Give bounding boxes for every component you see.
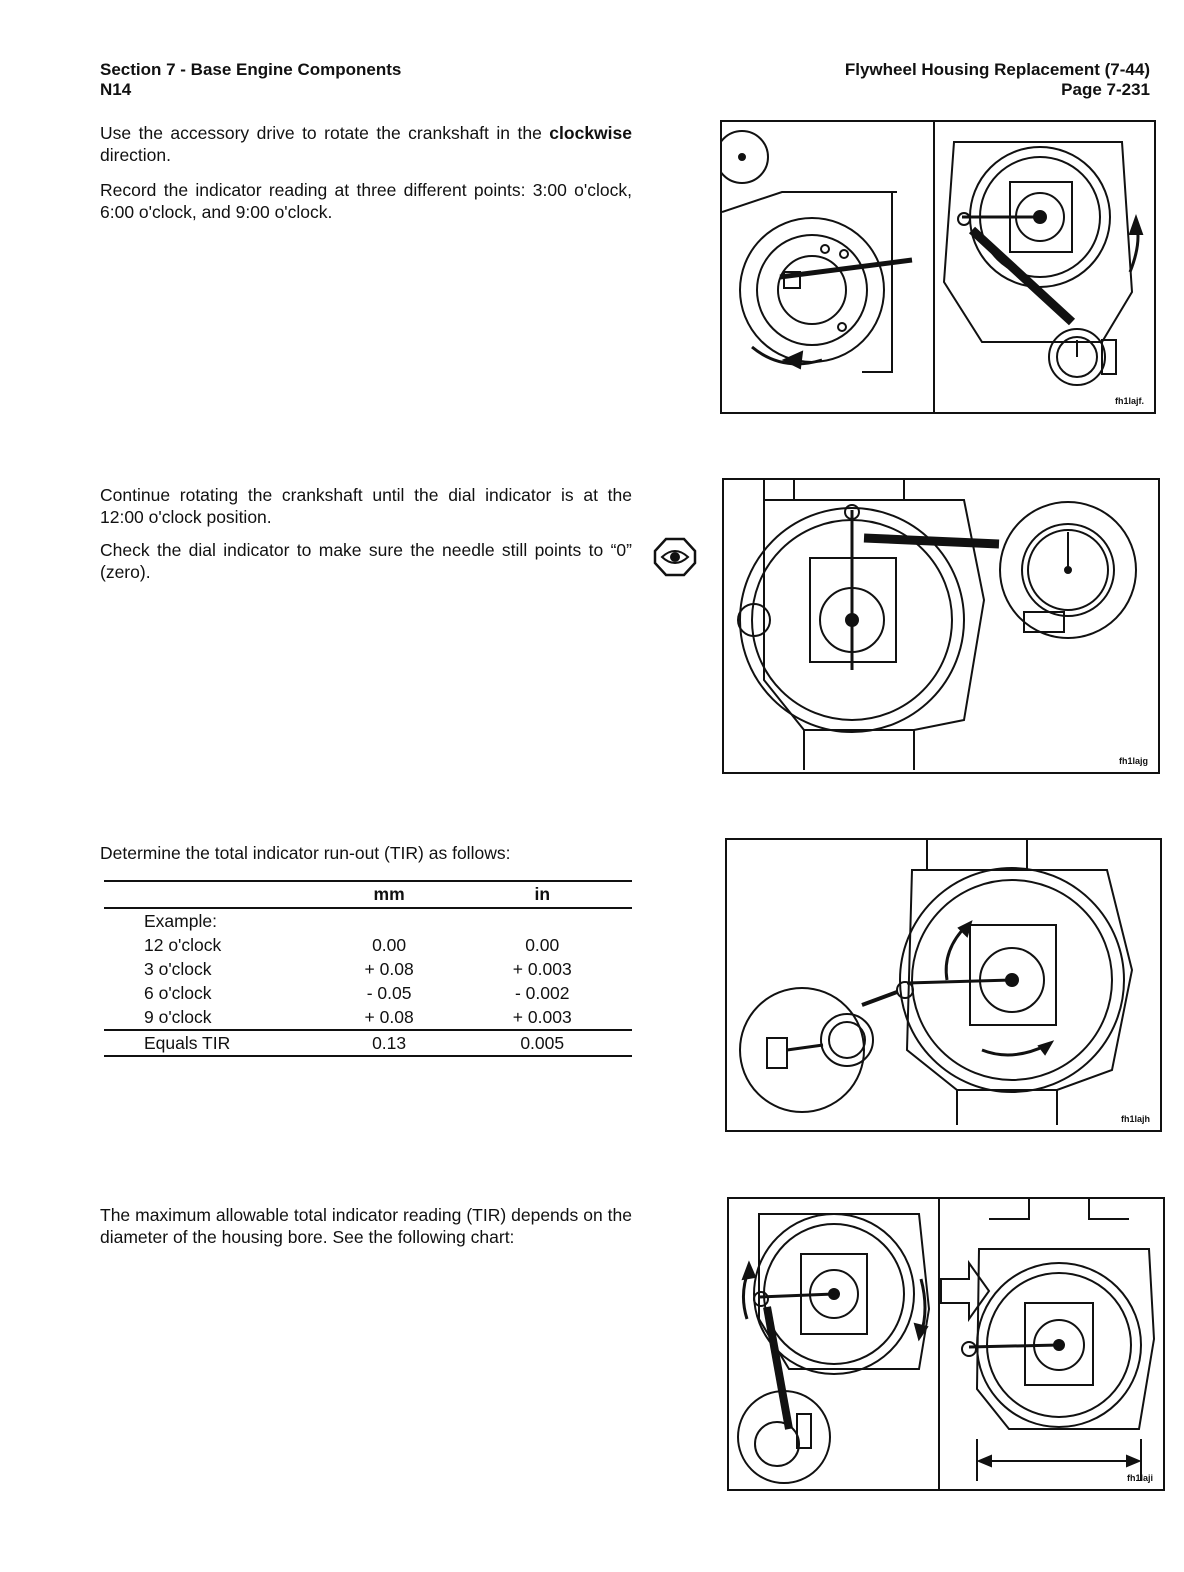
total-mm: 0.13 — [326, 1030, 453, 1056]
table-header-blank — [104, 881, 326, 908]
tir-example-table — [104, 880, 632, 1057]
row-mm: 0.00 — [372, 935, 407, 955]
figure-tir-readings-drawing — [727, 840, 1160, 1130]
table-header-in: in — [452, 881, 632, 908]
row-mm: + 0.08 — [364, 959, 414, 979]
figure-code-1: fh1lajf. — [1114, 396, 1144, 406]
step3-paragraph1: Determine the total indicator run-out (TIR) as follows: — [100, 843, 511, 863]
figure-code-2: fh1lajg — [1118, 756, 1148, 766]
eye-inspection-icon — [653, 537, 697, 577]
table-row — [104, 981, 632, 1005]
row-mm: + 0.08 — [364, 1007, 414, 1027]
row-label: 12 o'clock — [144, 935, 222, 955]
section-title: Section 7 - Base Engine Components — [100, 60, 402, 79]
engine-model: N14 — [100, 80, 132, 99]
figure-code-4: fh1laji — [1126, 1473, 1153, 1483]
page-header-right — [845, 60, 1150, 100]
figure-dial-12-oclock — [722, 478, 1160, 774]
step1-text-b: direction. — [100, 145, 172, 165]
table-row — [104, 957, 632, 981]
figure-code-3: fh1lajh — [1120, 1114, 1150, 1124]
step2-paragraph2: Check the dial indicator to make sure the needle still points to “0” (zero). — [100, 540, 632, 582]
table-header-row — [104, 881, 632, 908]
row-label: 3 o'clock — [144, 959, 212, 979]
page-number: Page 7-231 — [1061, 80, 1150, 99]
figure-accessory-drive — [720, 120, 1156, 414]
figure-housing-bore-diameter — [727, 1197, 1165, 1491]
step1-text-a: Use the accessory drive to rotate the crankshaft in the — [100, 123, 550, 143]
step1-paragraph1 — [100, 122, 632, 166]
figure-accessory-drive-drawing — [722, 122, 1154, 412]
total-in: 0.005 — [452, 1030, 632, 1056]
table-row — [104, 1005, 632, 1030]
example-label: Example: — [144, 911, 217, 931]
row-label: 6 o'clock — [144, 983, 212, 1003]
table-row-example — [104, 908, 632, 933]
topic-title: Flywheel Housing Replacement (7-44) — [844, 60, 1150, 79]
page-header-left — [100, 60, 401, 100]
total-label: Equals TIR — [104, 1030, 326, 1056]
figure-housing-bore-diameter-drawing — [729, 1199, 1163, 1489]
step1-bold-word: clockwise — [549, 123, 632, 143]
table-row — [104, 933, 632, 957]
step2-paragraph1: Continue rotating the crankshaft until the dial indicator is at the 12:00 o'clock position. — [100, 485, 632, 527]
step1-paragraph2: Record the indicator reading at three different points: 3:00 o'clock, 6:00 o'clock, and 9:00 o'clock. — [100, 180, 632, 222]
table-header-mm: mm — [326, 881, 453, 908]
figure-tir-readings — [725, 838, 1162, 1132]
row-label: 9 o'clock — [144, 1007, 212, 1027]
step4-paragraph1: The maximum allowable total indicator reading (TIR) depends on the diameter of the housing bore. See the following chart: — [100, 1205, 632, 1247]
figure-dial-12-oclock-drawing — [724, 480, 1158, 772]
row-mm: - 0.05 — [366, 983, 412, 1003]
table-row-total — [104, 1030, 632, 1056]
row-in: + 0.003 — [512, 959, 572, 979]
row-in: 0.00 — [525, 935, 560, 955]
row-in: - 0.002 — [514, 983, 570, 1003]
row-in: + 0.003 — [512, 1007, 572, 1027]
